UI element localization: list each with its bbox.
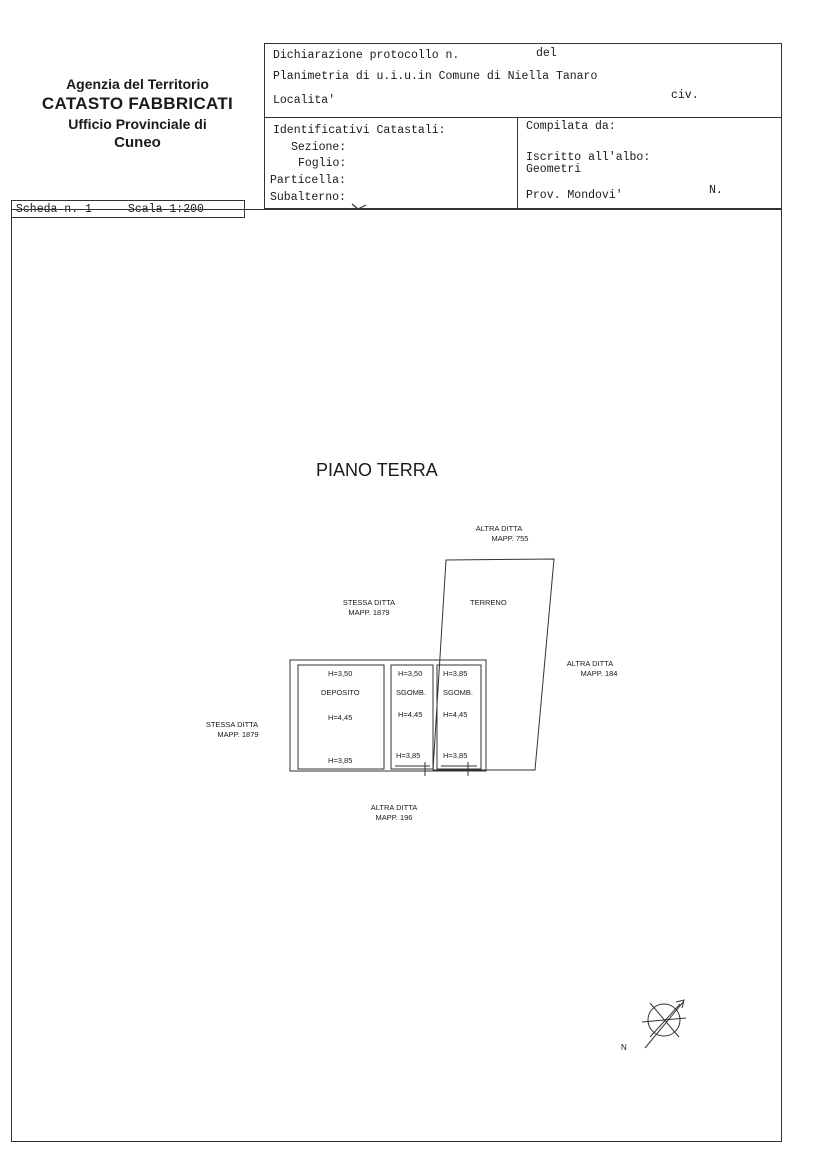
neighbor-parcel: MAPP. 755 <box>491 534 529 543</box>
registered-value: Geometri <box>526 163 582 176</box>
storage2-h-bottom: H=3,85 <box>443 751 468 760</box>
scheda-label: Scheda n. 1 <box>16 203 92 216</box>
neighbor-top-left <box>325 598 413 618</box>
section-label: Sezione: <box>291 141 347 154</box>
neighbor-parcel: MAPP. 196 <box>375 813 413 822</box>
neighbor-owner: STESSA DITTA <box>205 720 259 729</box>
storage2-h-mid: H=4,45 <box>443 710 468 719</box>
north-label: N <box>621 1043 627 1052</box>
deposit-h-bottom: H=3,85 <box>328 756 353 765</box>
neighbor-parcel: MAPP. 1879 <box>348 608 390 617</box>
parcel-label: Particella: <box>270 174 346 187</box>
neighbor-owner: ALTRA DITTA <box>370 803 418 812</box>
terrain-label: TERRENO <box>470 598 507 607</box>
storage2-name: SGOMB. <box>443 688 474 697</box>
identifiers-label: Identificativi Catastali: <box>273 124 446 137</box>
deposit-name: DEPOSITO <box>321 688 360 697</box>
deposit-h-top: H=3,50 <box>328 669 353 678</box>
storage1-h-bottom: H=3,85 <box>396 751 421 760</box>
storage1-h-top: H=3,50 <box>398 669 423 678</box>
sheet-label: Foglio: <box>298 157 347 170</box>
neighbor-parcel: MAPP. 1879 <box>217 730 259 739</box>
deposit-h-mid: H=4,45 <box>328 713 353 722</box>
office-name: Ufficio Provinciale di <box>68 116 207 132</box>
agency-name: Agenzia del Territorio <box>66 76 209 92</box>
scale-label: Scala 1:200 <box>128 203 204 216</box>
locality-label: Localita' <box>273 94 336 107</box>
neighbor-left <box>188 720 276 740</box>
neighbor-parcel: MAPP. 184 <box>580 669 618 678</box>
storage2-h-top: H=3,85 <box>443 669 468 678</box>
neighbor-bottom <box>350 803 438 823</box>
civ-label: civ. <box>671 89 699 102</box>
floor-title: PIANO TERRA <box>316 460 438 480</box>
compass-icon <box>642 1000 686 1048</box>
number-label: N. <box>709 184 723 197</box>
declaration-label: Dichiarazione protocollo n. <box>273 49 460 62</box>
province-label: Prov. Mondovi' <box>526 189 623 202</box>
sub-label: Subalterno: <box>270 191 346 204</box>
planimetry-text: Planimetria di u.i.u.in Comune di Niella Tanaro <box>273 70 598 83</box>
neighbor-right <box>546 659 634 679</box>
storage1-name: SGOMB. <box>396 688 427 697</box>
del-label: del <box>536 47 557 60</box>
storage1-h-mid: H=4,45 <box>398 710 423 719</box>
registry-name: CATASTO FABBRICATI <box>41 94 234 113</box>
office-city: Cuneo <box>114 134 161 151</box>
registered-label: Iscritto all'albo: <box>526 151 651 164</box>
compiled-label: Compilata da: <box>526 120 616 133</box>
neighbor-top-right <box>455 524 543 544</box>
neighbor-owner: ALTRA DITTA <box>566 659 614 668</box>
neighbor-owner: STESSA DITTA <box>342 598 396 607</box>
neighbor-owner: ALTRA DITTA <box>475 524 523 533</box>
